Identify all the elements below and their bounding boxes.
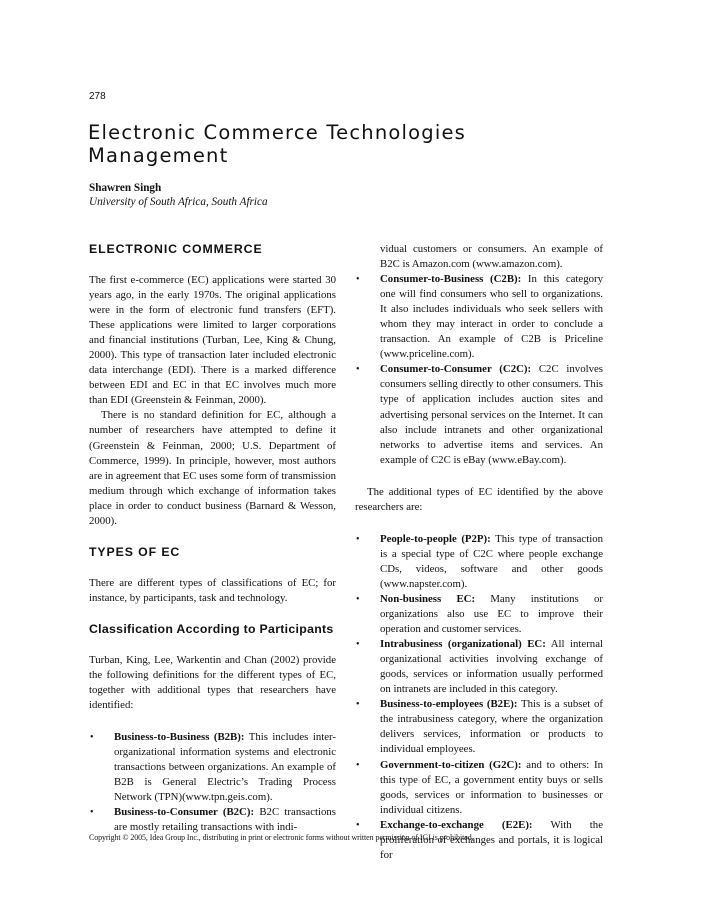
- page-title: Electronic Commerce Technologies Management: [88, 121, 467, 167]
- list-item-term: Business-to-Consumer (B2C):: [114, 806, 255, 819]
- paragraph: The additional types of EC identified by the above researchers are:: [355, 485, 603, 513]
- subsection-heading-classification: Classification According to Participants: [89, 621, 334, 636]
- left-column: [89, 242, 336, 835]
- bullet-icon: •: [356, 274, 360, 286]
- bullet-icon: •: [356, 593, 360, 605]
- copyright-footer: Copyright © 2005, Idea Group Inc., distributing in print or electronic forms without written permission of IGI is prohibited.: [89, 833, 474, 842]
- list-item-text: and to others: In this type of EC, a government entity buys or sells goods, services or information to businesses or individual citizens.: [380, 758, 603, 816]
- list-item-text: This is a subset of the intrabusiness category, where the organization delivers services, information or products to individual employees.: [380, 698, 603, 756]
- list-item-text: In this category one will find consumers who sell to organizations. It also includes individuals who seek sellers with whom they may interact in order to conclude a transaction. An example of C2B is Priceline (www.priceline.com).: [380, 273, 603, 361]
- list-item-text: Many institutions or organizations also use EC to improve their operation and customer services.: [380, 592, 603, 636]
- section-heading-electronic-commerce: ELECTRONIC COMMERCE: [89, 242, 263, 256]
- list-item: [355, 637, 603, 697]
- bullet-list: [355, 532, 603, 863]
- list-item-text: C2C involves consumers selling directly to other consumers. This type of application includes auction sites and advertising personal services on the Internet. It can also include intranets and other organizational networks to advertise items and services. An example of C2C is eBay (www.eBay.com).: [380, 363, 603, 466]
- list-item-term: Non-business EC:: [380, 592, 476, 605]
- list-item-term: Consumer-to-Business (C2B):: [380, 273, 522, 286]
- list-item: [355, 532, 603, 592]
- list-item-term: Business-to-employees (B2E):: [380, 698, 518, 711]
- list-item: [355, 592, 603, 637]
- bullet-icon: •: [90, 807, 94, 819]
- page-number: 278: [89, 91, 106, 102]
- list-item: [89, 805, 336, 835]
- bullet-icon: •: [356, 364, 360, 376]
- bullet-list: [89, 730, 336, 835]
- bullet-icon: •: [90, 732, 94, 744]
- list-item: [355, 272, 603, 362]
- list-item: [355, 758, 603, 818]
- list-item-term: Exchange-to-exchange (E2E):: [380, 818, 533, 831]
- list-item-continuation: vidual customers or consumers. An example of B2C is Amazon.com (www.amazon.com).: [380, 243, 603, 271]
- list-item-term: Intrabusiness (organizational) EC:: [380, 638, 546, 651]
- author-name: Shawren Singh: [89, 182, 162, 194]
- list-item-term: Business-to-Business (B2B):: [114, 731, 245, 744]
- bullet-icon: •: [356, 819, 360, 831]
- bullet-icon: •: [356, 759, 360, 771]
- list-item: [355, 697, 603, 757]
- section-heading-types-of-ec: TYPES OF EC: [89, 544, 181, 559]
- list-item: [355, 362, 603, 467]
- bullet-icon: •: [356, 533, 360, 545]
- paragraph: The first e-commerce (EC) applications were started 30 years ago, in the early 1970s. The original applications were in the form of electronic fund transfers (EFT). These applications were limited to larger corporations and financial institutions (Turban, Lee, King & Chung, 2000). This type of transaction later included electronic data interchange (EDI). There is a marked difference between EDI and EC in that EC involves much more than EDI (Greenstein & Feinman, 2000).: [89, 274, 336, 407]
- list-item: [89, 730, 336, 805]
- bullet-icon: •: [356, 699, 360, 711]
- list-item-term: Consumer-to-Consumer (C2C):: [380, 363, 532, 376]
- list-item-text: This includes inter-organizational information systems and electronic transactions between organizations. An example of B2B is General Electric’s Trading Process Network (TPN)(www.tpn.geis.com).: [114, 731, 336, 804]
- list-item-text: With the proliferation of exchanges and portals, it is logical for: [380, 818, 603, 861]
- list-item-term: Government-to-citizen (G2C):: [380, 758, 522, 771]
- paragraph: There is no standard definition for EC, although a number of researchers have attempted to define it (Greenstein & Feinman, 2000; U.S. Department of Commerce, 1999). In principle, however, most authors are in agreement that EC uses some form of transmission medium through which exchange of information takes place in order to conduct business (Barnard & Wesson, 2000).: [89, 409, 336, 527]
- paragraph: There are different types of classifications of EC; for instance, by participants, task and technology.: [89, 576, 336, 604]
- list-item-text: B2C transactions are mostly retailing transactions with indi-: [114, 806, 336, 834]
- list-item-text: This type of transaction is a special type of C2C where people exchange CDs, videos, software and other goods (www.napster.com).: [380, 532, 603, 590]
- right-column: [355, 242, 603, 863]
- author-affiliation: University of South Africa, South Africa: [89, 196, 268, 208]
- list-item-term: People-to-people (P2P):: [380, 532, 491, 545]
- bullet-list: [355, 272, 603, 468]
- bullet-icon: •: [356, 639, 360, 651]
- paragraph: Turban, King, Lee, Warkentin and Chan (2002) provide the following definitions for the different types of EC, together with additional types that researchers have identified:: [89, 653, 336, 712]
- list-item-text: All internal organizational activities involving exchange of goods, services or information usually performed on intranets are included in this category.: [380, 638, 603, 696]
